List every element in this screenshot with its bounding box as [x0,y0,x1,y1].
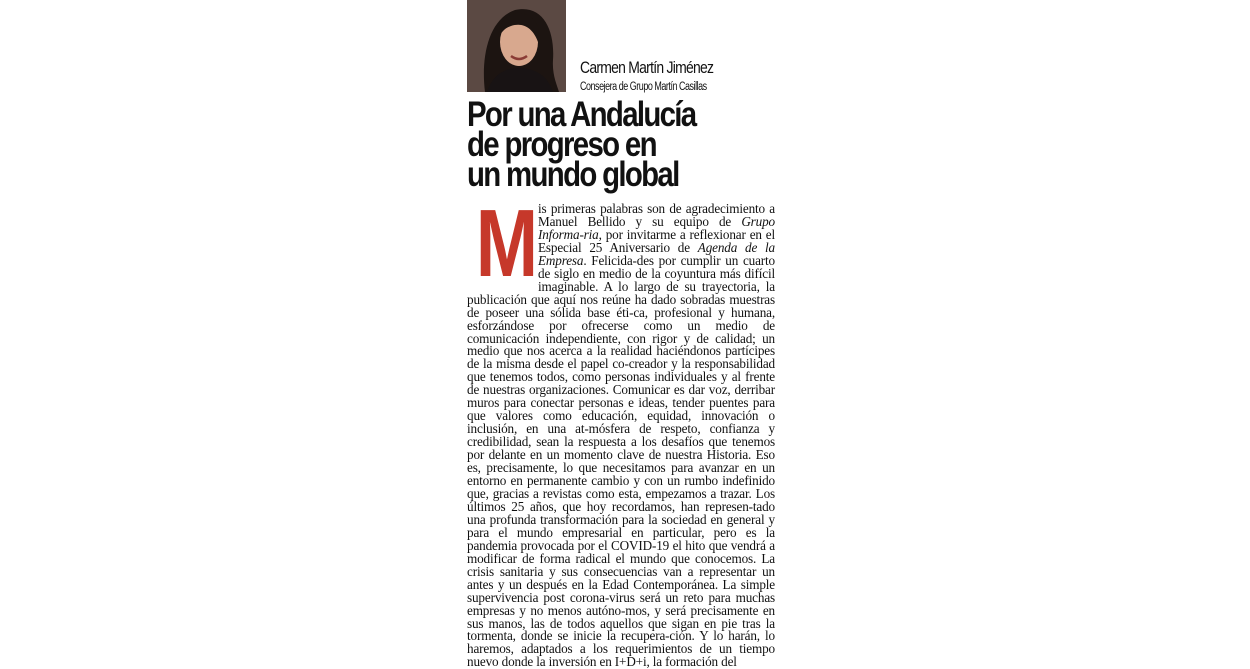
headline-line-1: Por una Andalucía [467,95,696,134]
body-text-3: . Felicida-des por cumplir un cuarto de siglo en medio de la coyuntura más difícil imaginable. A lo largo de su trayectoria, la publicación que aquí nos reúne ha dado sobradas muestras de poseer una sólida base éti-ca, profesional y humana, esforzándose por ofrecerse como un medio de comunicación independiente, con rigor y de calidad; un medio que nos acerca a la realidad haciéndonos partícipes de la misma desde el papel co-creador y la responsabilidad que tenemos todos, como personas individuales y al frente de nuestras organizaciones. Comunicar es dar voz, derribar muros para conectar personas e ideas, tender puentes para que valores como educación, equidad, innovación o inclusión, en una at-mósfera de respeto, confianza y credibilidad, sean la respuesta a los desafíos que tenemos por delante en un momento clave de nuestra Historia. Eso es, precisamente, lo que necesitamos para avanzar en un entorno en permanente cambio y con un rumbo indefinido que, gracias a revistas como esta, empezamos a trazar. Los últimos 25 años, que hoy recordamos, han represen-tado una profunda transformación para la sociedad en general y para el mundo empresarial en particular, pero es la pandemia provocada por el COVID-19 el hito que vendrá a modificar de forma radical el mundo que conocemos. La crisis sanitaria y sus consecuencias van a representar un antes y un después en la Edad Contemporánea. La simple supervivencia post corona-virus será un reto para muchas empresas y no menos autóno-mos, y será precisamente en sus manos, las de todos aquellos que sigan en pie tras la tormenta, donde se inicie la recupera-ción. Y lo harán, lo haremos, adaptados a los requerimientos de un tiempo nuevo donde la inversión en I+D+i, la formación del [467,252,775,669]
headline-line-3: un mundo global [467,155,679,194]
article-headline [467,95,787,194]
author-role: Consejera de Grupo Martín Casillas [580,81,707,93]
body-italic-magazine: Agenda de la Empresa [538,239,775,268]
body-italic-publisher: Grupo Informa-ria [538,213,775,242]
headline-line-2: de progreso en [467,125,656,164]
author-name: Carmen Martín Jiménez [580,58,714,77]
article-page [467,0,775,669]
author-portrait-image [467,0,566,92]
drop-cap [467,190,539,297]
drop-cap-letter: M [475,190,539,297]
author-byline [580,58,775,94]
body-text-1: is primeras palabras son de agradecimiento a Manuel Bellido y su equipo de [538,201,775,229]
body-text-2: , por invitarme a reflexionar en el Especial 25 Aniversario de [538,226,775,255]
author-photo [467,0,566,92]
article-body [467,190,775,669]
